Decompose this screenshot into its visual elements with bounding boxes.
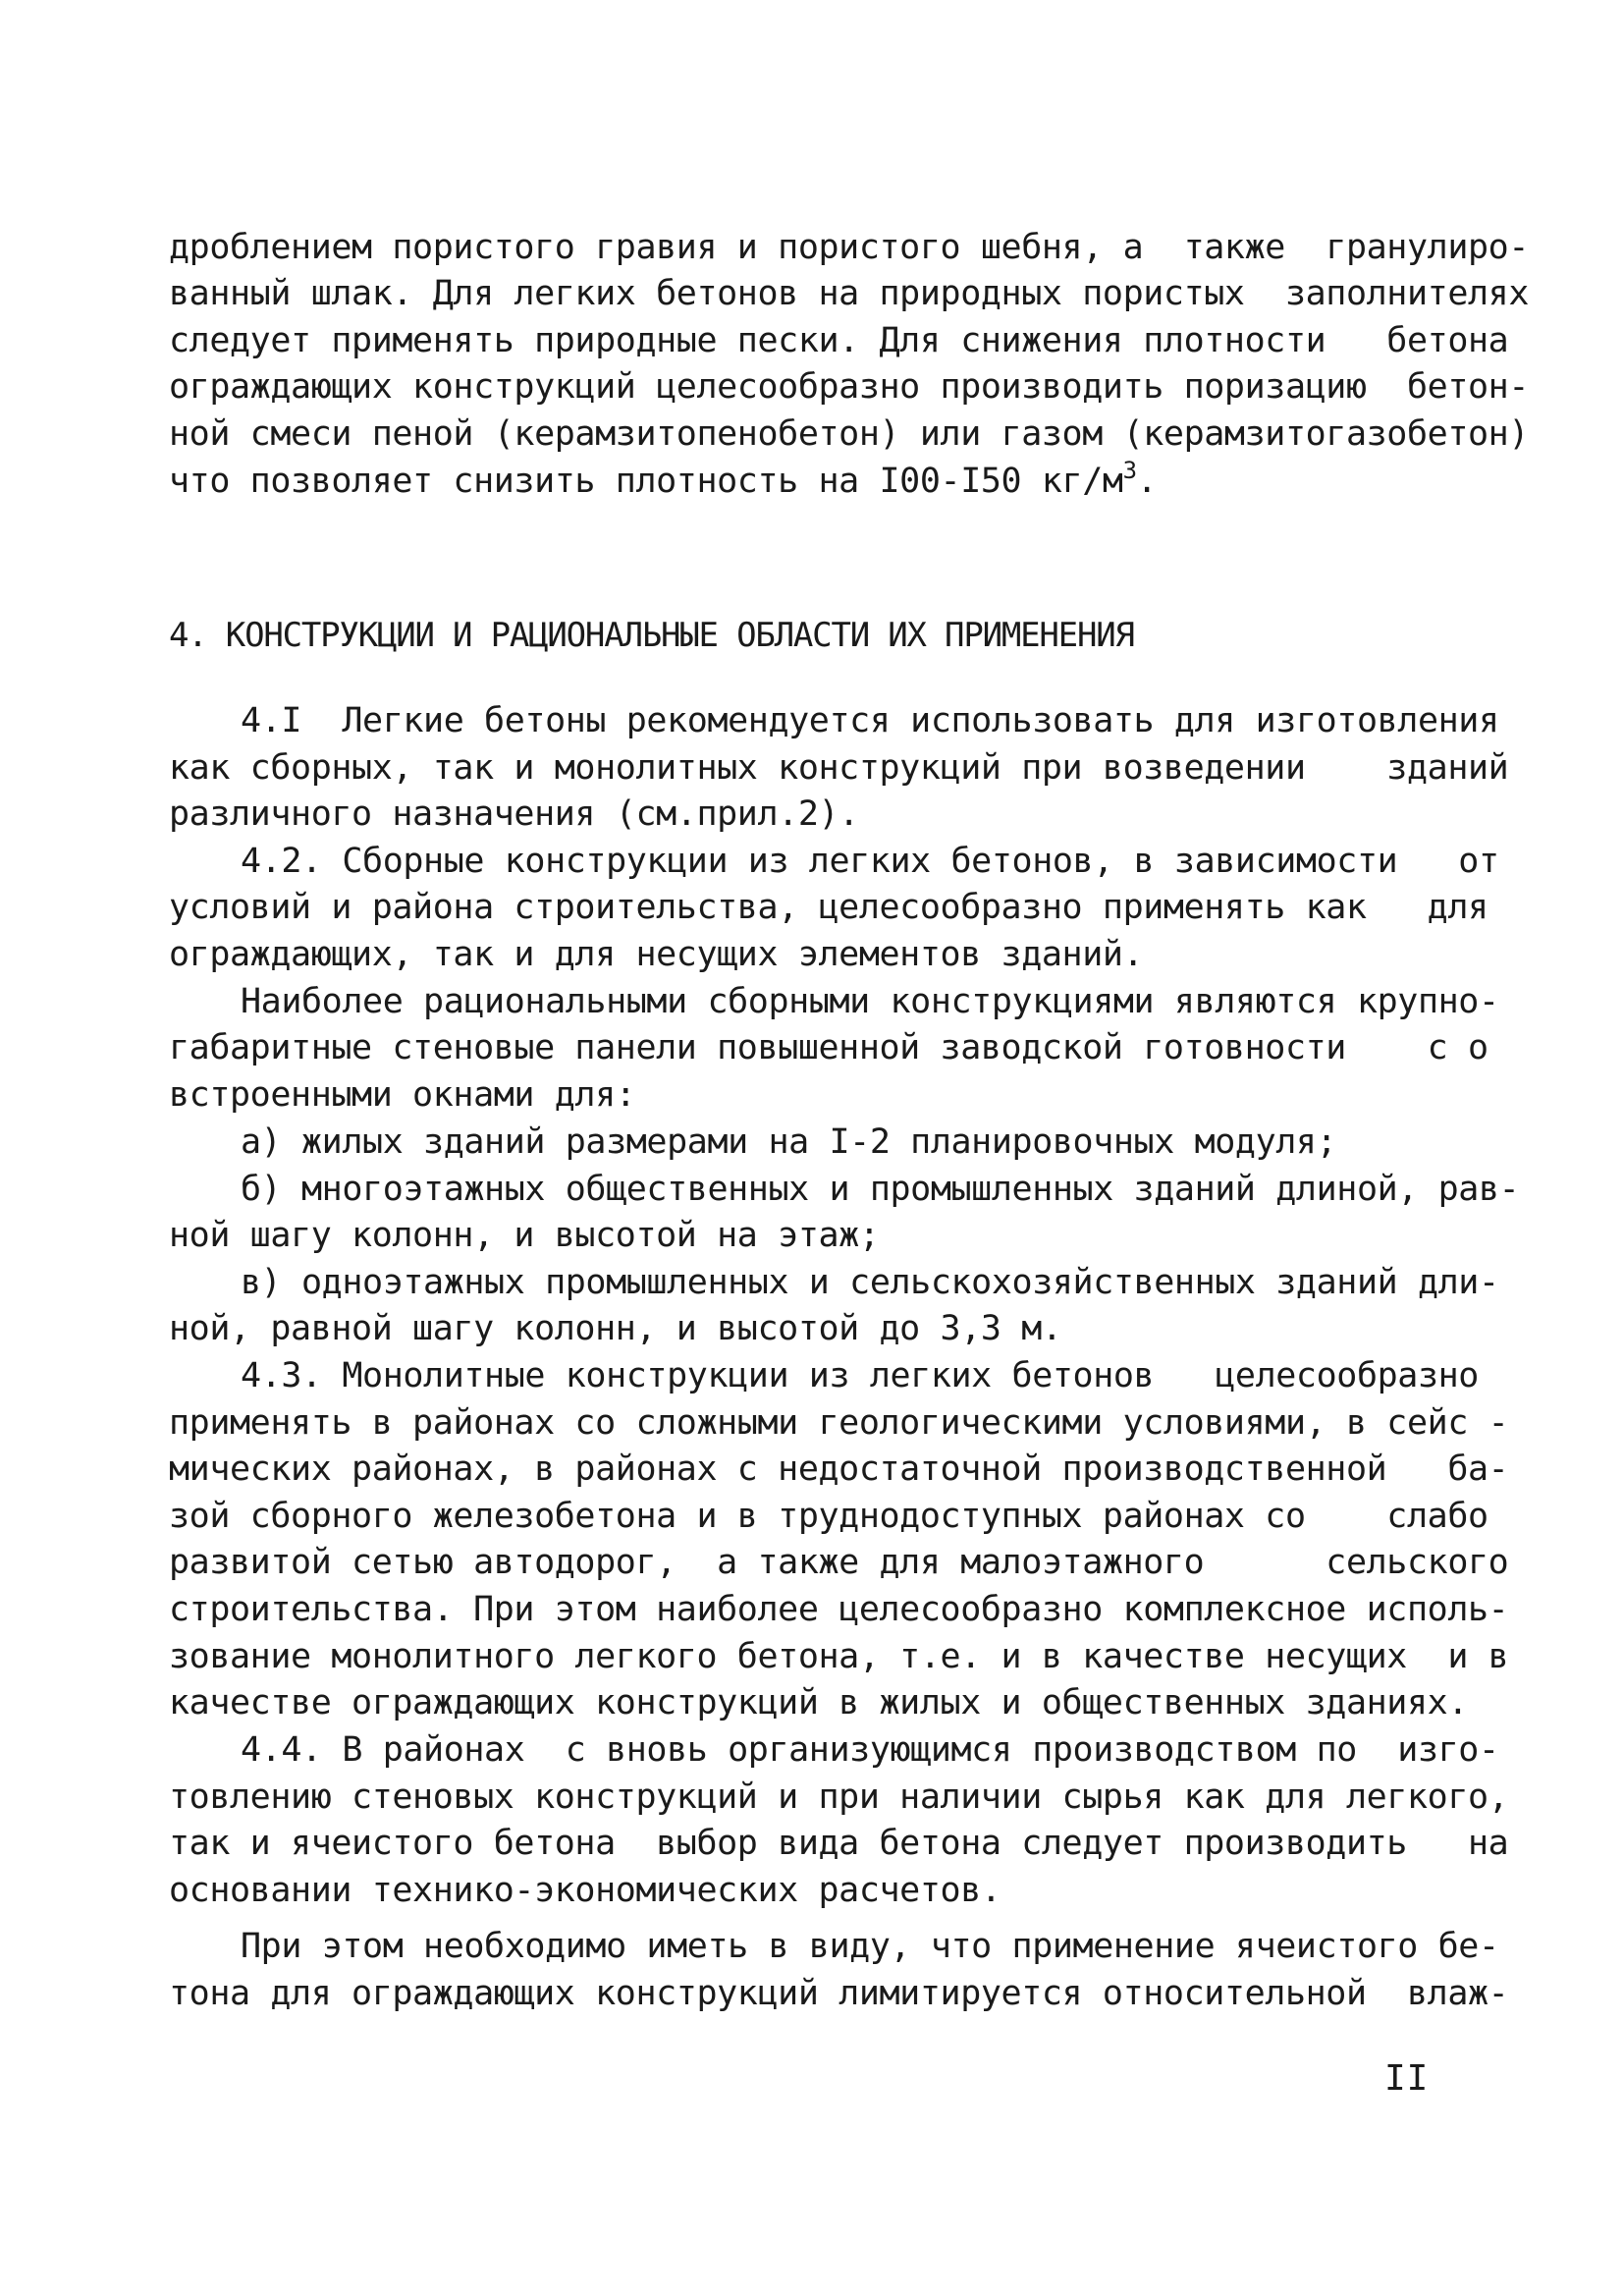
body-line: строительства. При этом наиболее целесообразно комплексное исполь- (169, 1590, 1509, 1629)
section-heading: 4. КОНСТРУКЦИИ И РАЦИОНАЛЬНЫЕ ОБЛАСТИ ИХ ПРИМЕНЕНИЯ (169, 616, 1134, 655)
intro-line-1: дроблением пористого гравия и пористого шебня, а также гранулиро- (169, 228, 1530, 267)
body-line: б) многоэтажных общественных и промышленных зданий длиной, рав- (241, 1170, 1520, 1209)
body-line: Наиболее рациональными сборными конструкциями являются крупно- (241, 982, 1499, 1021)
body-line: как сборных, так и монолитных конструкций при возведении зданий (169, 748, 1509, 788)
body-line: развитой сетью автодорог, а также для малоэтажного сельского (169, 1543, 1509, 1582)
body-line: зой сборного железобетона и в труднодоступных районах со слабо (169, 1497, 1488, 1536)
page-number: II (1384, 2058, 1430, 2099)
body-line: в) одноэтажных промышленных и сельскохозяйственных зданий дли- (241, 1263, 1499, 1302)
body-line: условий и района строительства, целесообразно применять как для (169, 888, 1488, 927)
body-line: ограждающих, так и для несущих элементов зданий. (169, 935, 1144, 974)
intro-line-6-text: что позволяет снизить плотность на I00-I50 кг/м (169, 462, 1123, 501)
body-line: товлению стеновых конструкций и при наличии сырья как для легкого, (169, 1777, 1509, 1817)
body-line: ной шагу колонн, и высотой на этаж; (169, 1216, 880, 1255)
body-line: 4.2. Сборные конструкции из легких бетонов, в зависимости от (241, 842, 1499, 881)
body-line: качестве ограждающих конструкций в жилых и общественных зданиях. (169, 1683, 1468, 1722)
intro-line-4: ограждающих конструкций целесообразно производить поризацию бетон- (169, 367, 1530, 407)
body-line: мических районах, в районах с недостаточной производственной ба- (169, 1449, 1509, 1489)
body-line: а) жилых зданий размерами на I-2 планировочных модуля; (241, 1122, 1337, 1162)
body-line: габаритные стеновые панели повышенной заводской готовности с о (169, 1028, 1488, 1067)
body-line: применять в районах со сложными геологическими условиями, в сейс - (169, 1403, 1509, 1443)
intro-line-5: ной смеси пеной (керамзитопенобетон) или газом (керамзитогазобетон) (169, 414, 1530, 454)
body-line: ной, равной шагу колонн, и высотой до 3,3 м. (169, 1309, 1062, 1348)
body-line: основании технико-экономических расчетов. (169, 1871, 1001, 1910)
intro-line-6-end: . (1136, 462, 1158, 501)
body-line: 4.I Легкие бетоны рекомендуется использовать для изготовления (241, 701, 1499, 740)
unit-superscript: 3 (1122, 457, 1137, 484)
body-line: зование монолитного легкого бетона, т.е. и в качестве несущих и в (169, 1637, 1509, 1676)
intro-line-6 (169, 457, 1158, 503)
body-line: различного назначения (см.прил.2). (169, 794, 859, 834)
body-line: 4.3. Монолитные конструкции из легких бетонов целесообразно (241, 1356, 1479, 1395)
body-line: тона для ограждающих конструкций лимитируется относительной влаж- (169, 1974, 1509, 2013)
body-line: так и ячеистого бетона выбор вида бетона следует производить на (169, 1824, 1509, 1863)
intro-line-3: следует применять природные пески. Для снижения плотности бетона (169, 321, 1509, 360)
body-line: При этом необходимо иметь в виду, что применение ячеистого бе- (241, 1927, 1499, 1966)
intro-line-2: ванный шлак. Для легких бетонов на природных пористых заполнителях (169, 274, 1530, 313)
body-line: встроенными окнами для: (169, 1075, 636, 1115)
body-line: 4.4. В районах с вновь организующимся производством по изго- (241, 1730, 1499, 1770)
